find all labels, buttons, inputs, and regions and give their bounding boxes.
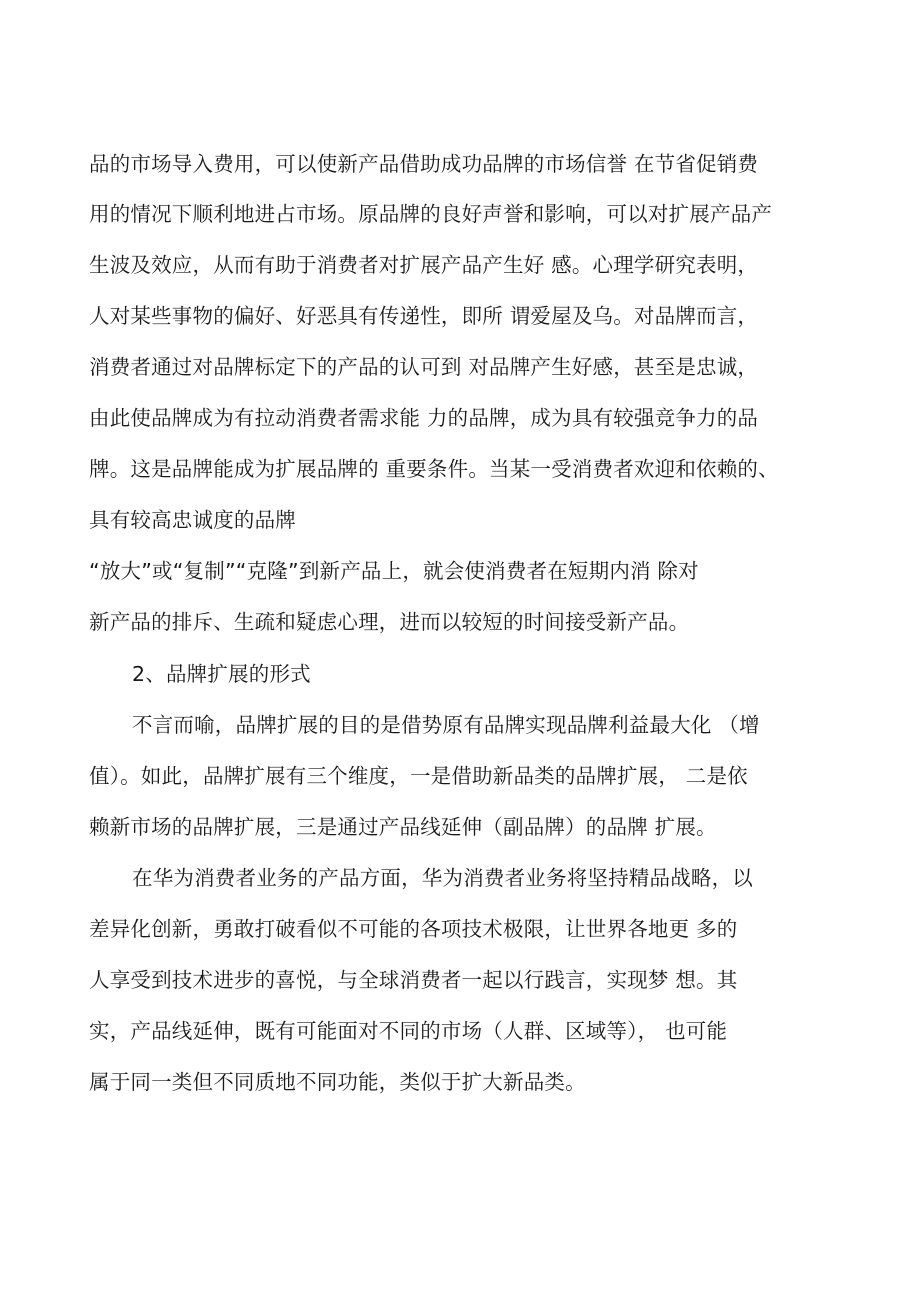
text-line: 值）。如此，品牌扩展有三个维度，一是借助新品类的品牌扩展， 二是依 (89, 764, 748, 788)
text-line: 人对某些事物的偏好、好恶具有传递性，即所 谓爱屋及乌。对品牌而言， (89, 304, 759, 328)
text-line: 由此使品牌成为有拉动消费者需求能 力的品牌，成为具有较强竞争力的品 (89, 406, 759, 430)
text-line: 新产品的排斥、生疏和疑虑心理，进而以较短的时间接受新产品。 (89, 610, 690, 634)
text-line: 属于同一类但不同质地不同功能，类似于扩大新品类。 (89, 1070, 586, 1094)
text-line: 品的市场导入费用，可以使新产品借助成功品牌的市场信誉 在节省促销费 (89, 152, 759, 176)
section-heading: 2、品牌扩展的形式 (132, 662, 311, 686)
text-line: 牌。这是品牌能成为扩展品牌的 重要条件。当某一受消费者欢迎和依赖的、 (89, 457, 779, 481)
text-line: 人享受到技术进步的喜悦，与全球消费者一起以行践言，实现梦 想。其 (89, 968, 738, 992)
text-line: 在华为消费者业务的产品方面，华为消费者业务将坚持精品战略，以 (132, 866, 753, 890)
text-line: 消费者通过对品牌标定下的产品的认可到 对品牌产生好感，甚至是忠诚， (89, 355, 759, 379)
text-line: 不言而喻，品牌扩展的目的是借势原有品牌实现品牌利益最大化 （增 (132, 713, 760, 737)
text-line: 生波及效应，从而有助于消费者对扩展产品产生好 感。心理学研究表明， (89, 253, 759, 277)
text-line: “放大”或“复制”“克隆”到新产品上，就会使消费者在短期内消 除对 (89, 559, 699, 583)
text-line: 用的情况下顺利地进占市场。原品牌的良好声誉和影响，可以对扩展产品产 (89, 202, 773, 226)
text-line: 具有较高忠诚度的品牌 (89, 508, 296, 532)
text-line: 差异化创新，勇敢打破看似不可能的各项技术极限，让世界各地更 多的 (89, 917, 738, 941)
text-line: 赖新市场的品牌扩展，三是通过产品线延伸（副品牌）的品牌 扩展。 (89, 815, 717, 839)
text-line: 实，产品线延伸，既有可能面对不同的市场（人群、区域等）， 也可能 (89, 1019, 728, 1043)
